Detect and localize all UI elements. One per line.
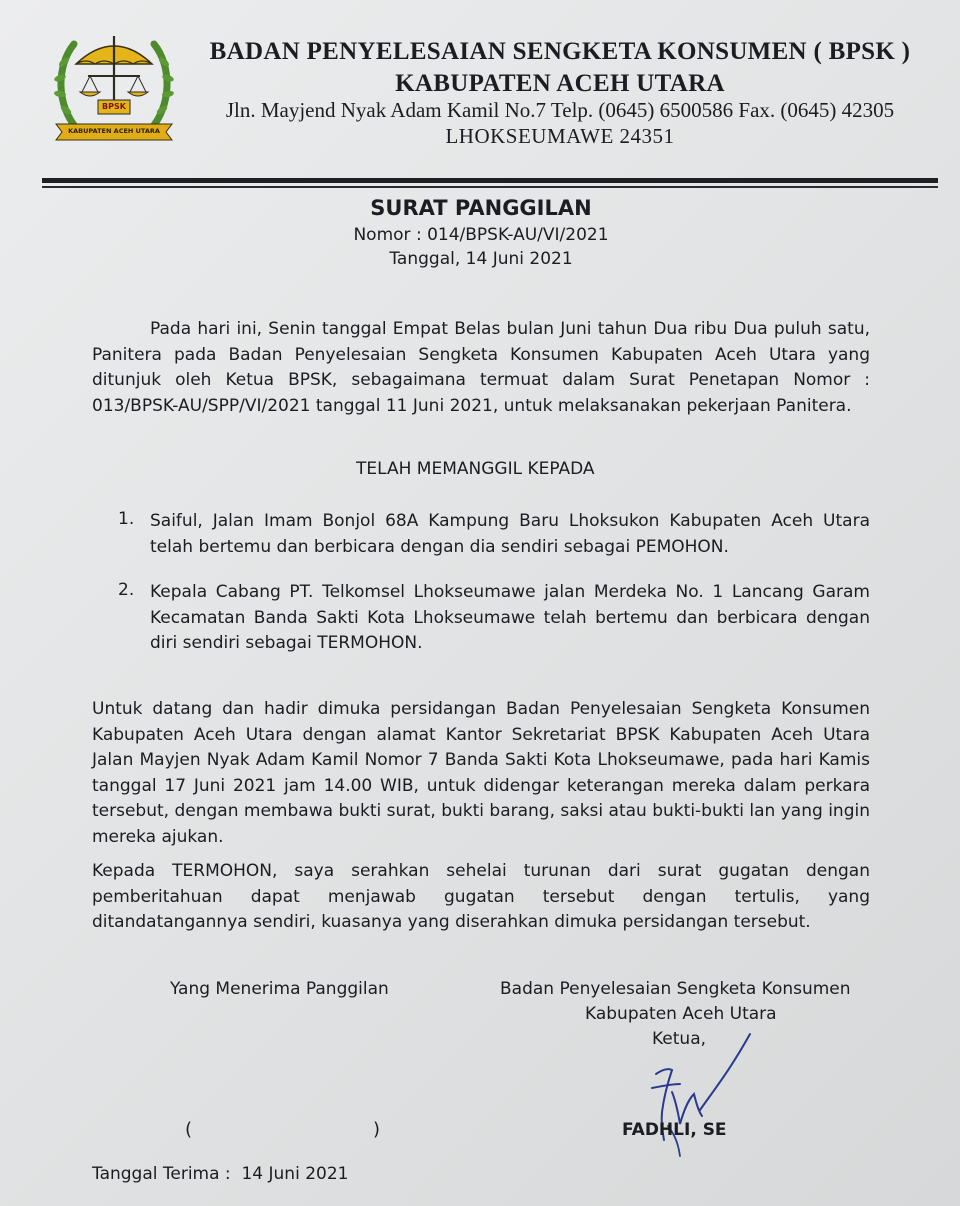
letterhead-city: LHOKSEUMAWE 24351 [445, 124, 675, 148]
letterhead-region: KABUPATEN ACEH UTARA [395, 70, 725, 97]
receipt-date: 14 Juni 2021 [241, 1164, 349, 1184]
summons-heading: TELAH MEMANGGIL KEPADA [356, 459, 595, 479]
closing-paragraph: Kepada TERMOHON, saya serahkan sehelai turunan dari surat gugatan dengan pemberitahuan dapat menjawab gugatan tersebut dengan tertulis, yang ditandatangannya sendiri, kuasanya yang diserahkan dimuka persidangan tersebut. [92, 861, 870, 932]
letter-title: SURAT PANGGILAN [370, 196, 592, 220]
letter-number: Nomor : 014/BPSK-AU/VI/2021 [353, 225, 609, 245]
receipt-date-line [92, 1164, 348, 1184]
party-number: 2. [118, 580, 135, 600]
hearing-paragraph: Untuk datang dan hadir dimuka persidangan Badan Penyelesaian Sengketa Konsumen Kabupaten Aceh Utara dengan alamat Kantor Sekretariat BPSK Kabupaten Aceh Utara Jalan Mayjen Nyak Adam Kamil Nomor 7 Banda Sakti Kota Lhokseumawe, pada hari Kamis tanggal 17 Juni 2021 jam 14.00 WIB, untuk didengar keterangan mereka dalam perkara tersebut, dengan membawa bukti surat, bukti barang, saksi atau bukti-bukti lan yang ingin mereka ajukan. [92, 699, 870, 847]
signer-position: Ketua, [652, 1029, 707, 1049]
party-number: 1. [118, 509, 135, 529]
logo-badge-text: BPSK [102, 102, 126, 111]
letterhead-org-name: BADAN PENYELESAIAN SENGKETA KONSUMEN ( BPSK ) [209, 38, 911, 65]
handwritten-signature [628, 1030, 768, 1160]
signer-org-line2: Kabupaten Aceh Utara [585, 1004, 777, 1024]
letterhead-divider-thin [42, 186, 938, 188]
close-paren: ) [372, 1119, 380, 1140]
party-applicant: Saiful, Jalan Imam Bonjol 68A Kampung Baru Lhoksukon Kabupaten Aceh Utara telah bertemu dan berbicara dengan dia sendiri sebagai PEMOHON. [150, 511, 870, 557]
logo-ribbon-text: KABUPATEN ACEH UTARA [68, 127, 160, 135]
recipient-label: Yang Menerima Panggilan [170, 979, 389, 999]
recipient-signature-blank [185, 1119, 380, 1140]
opening-paragraph: Pada hari ini, Senin tanggal Empat Belas bulan Juni tahun Dua ribu Dua puluh satu, Panitera pada Badan Penyelesaian Sengketa Konsumen Kabupaten Aceh Utara yang ditunjuk oleh Ketua BPSK, sebagaimana termuat dalam Surat Penetapan Nomor : 013/BPSK-AU/SPP/VI/2021 tanggal 11 Juni 2021, untuk melaksanakan pekerjaan Panitera. [92, 319, 870, 416]
signer-name: FADHLI, SE [622, 1120, 727, 1140]
letterhead-address: Jln. Mayjend Nyak Adam Kamil No.7 Telp. (0645) 6500586 Fax. (0645) 42305 [225, 98, 895, 122]
signer-org-line1: Badan Penyelesaian Sengketa Konsumen [500, 979, 851, 999]
open-paren: ( [185, 1119, 193, 1140]
bpsk-logo [48, 26, 180, 158]
receipt-label: Tanggal Terima : [92, 1164, 231, 1184]
letterhead-divider [42, 178, 938, 183]
party-respondent: Kepala Cabang PT. Telkomsel Lhokseumawe jalan Merdeka No. 1 Lancang Garam Kecamatan Banda Sakti Kota Lhokseumawe telah bertemu dan berbicara dengan diri sendiri sebagai TERMOHON. [150, 582, 870, 653]
letter-date: Tanggal, 14 Juni 2021 [389, 249, 573, 269]
